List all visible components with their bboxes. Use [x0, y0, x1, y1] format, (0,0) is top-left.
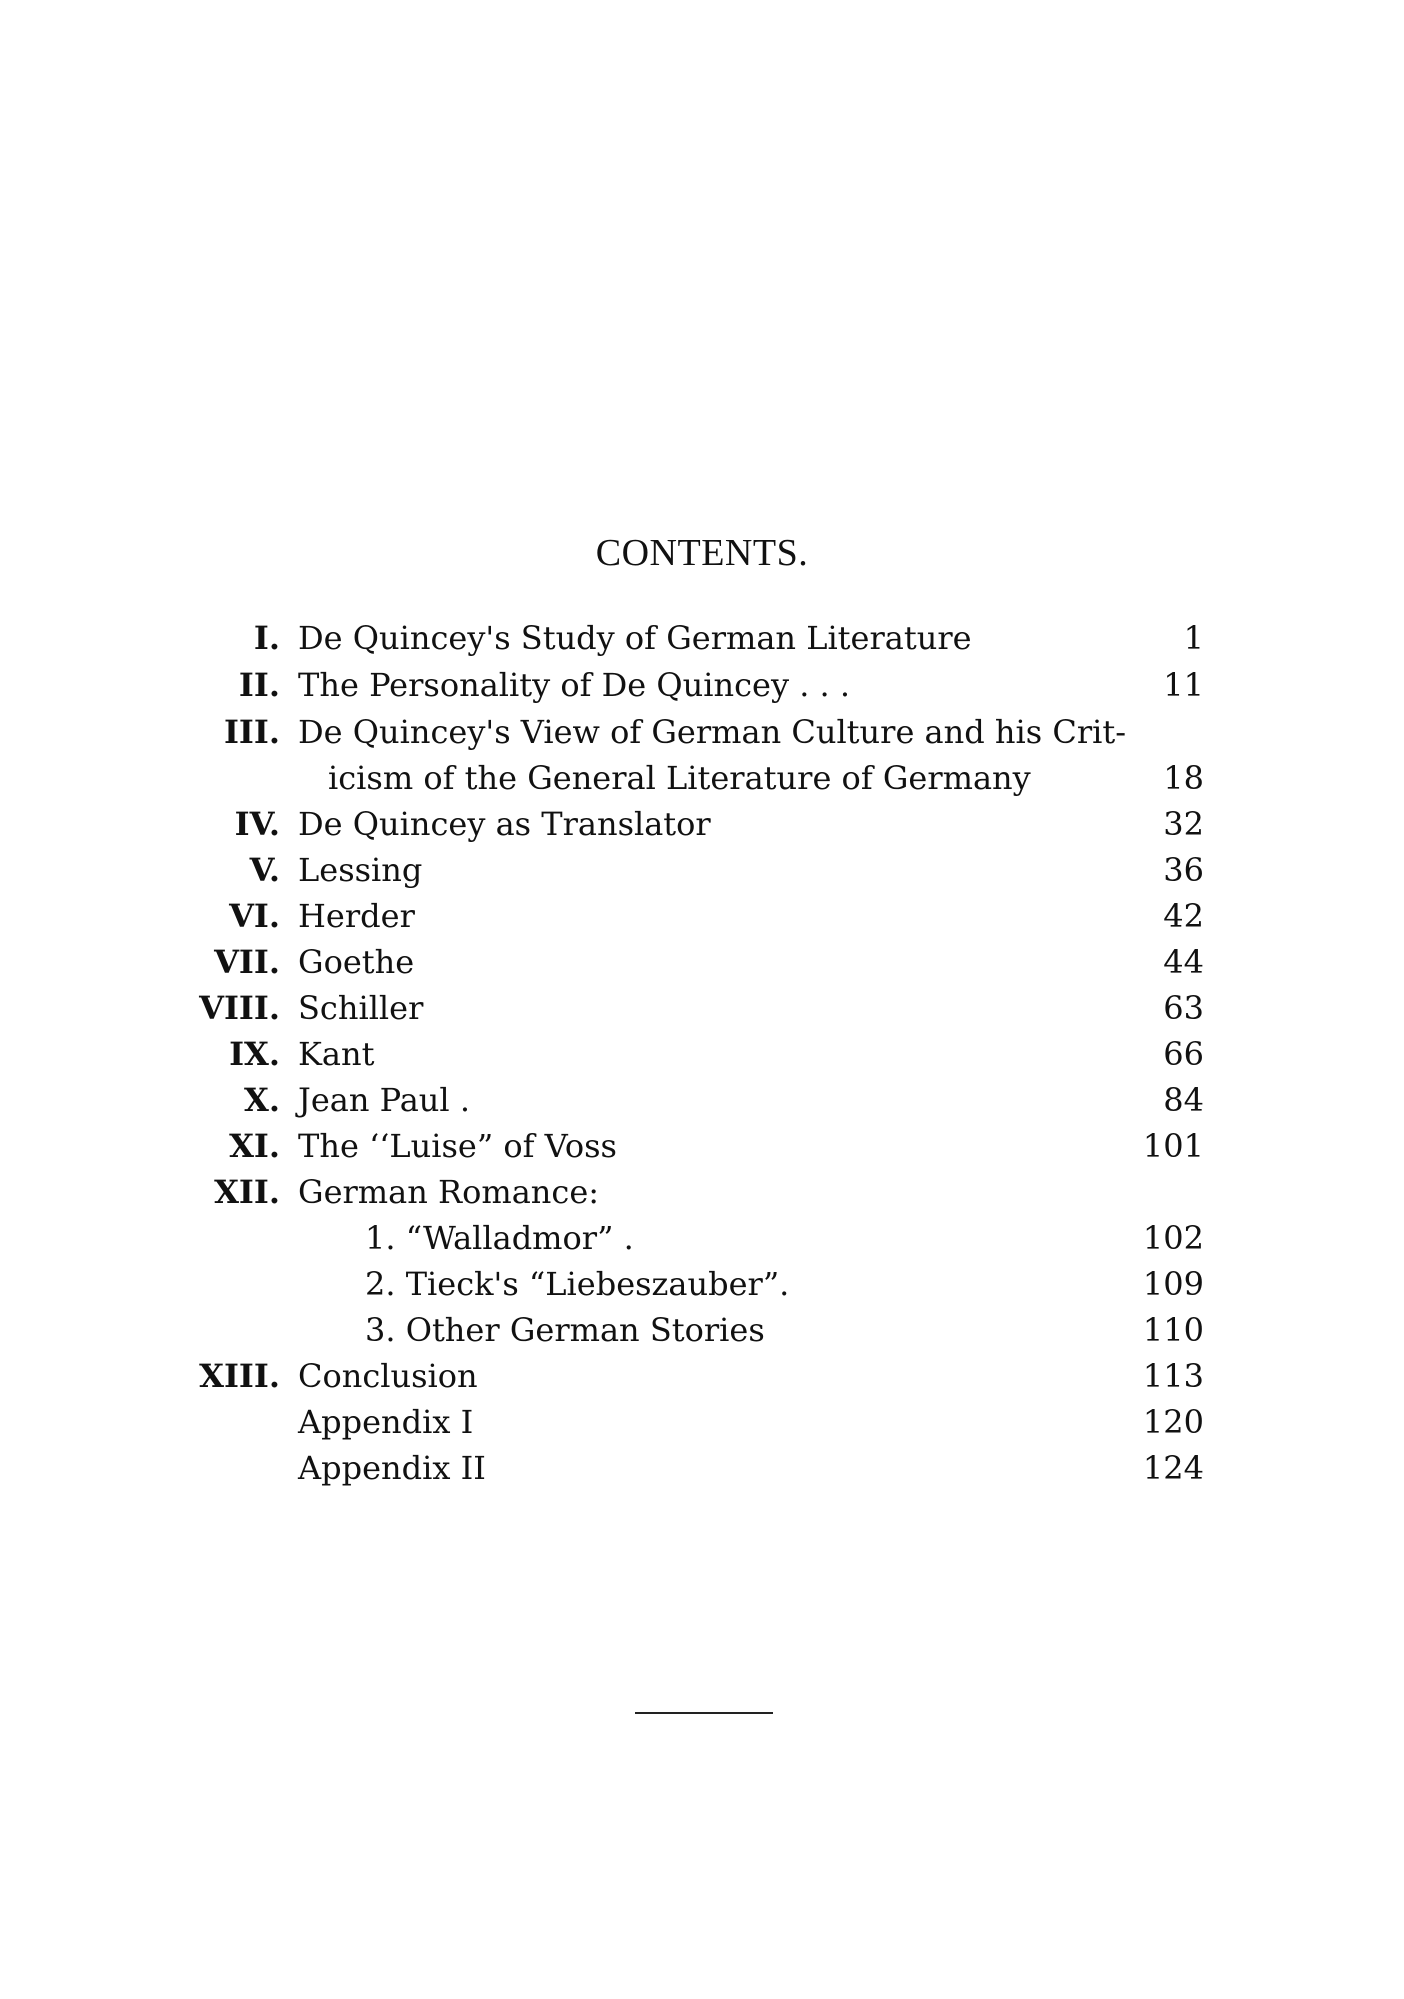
section-title: 1. “Walladmor” . — [365, 1219, 634, 1257]
chapter-number: X. — [244, 1081, 280, 1119]
chapter-title: Goethe — [298, 943, 415, 981]
chapter-number: VIII. — [199, 989, 280, 1027]
chapter-number: XII. — [214, 1173, 280, 1211]
chapter-number: I. — [253, 619, 280, 657]
chapter-title: Herder — [298, 897, 415, 935]
page-number: 36 — [1163, 851, 1204, 889]
toc-subentry-1 — [0, 1215, 1404, 1261]
toc-appendix-2 — [0, 1445, 1404, 1491]
page-number: 11 — [1163, 666, 1204, 704]
chapter-number: V. — [249, 851, 280, 889]
toc-entry-13 — [0, 1353, 1404, 1399]
page-number: 66 — [1163, 1035, 1204, 1073]
toc-subentry-2 — [0, 1261, 1404, 1307]
page-number: 124 — [1142, 1449, 1204, 1487]
chapter-number: VII. — [214, 943, 280, 981]
chapter-number: III. — [223, 713, 280, 751]
chapter-number: XI. — [229, 1127, 280, 1165]
page-number: 102 — [1142, 1219, 1204, 1257]
toc-entry-10 — [0, 1077, 1404, 1123]
toc-entry-6 — [0, 893, 1404, 939]
page-number: 84 — [1163, 1081, 1204, 1119]
chapter-title: German Romance: — [298, 1173, 600, 1211]
toc-entry-11 — [0, 1123, 1404, 1169]
toc-entry-7 — [0, 939, 1404, 985]
chapter-title: The Personality of De Quincey . . . — [298, 666, 851, 704]
chapter-number: IV. — [234, 805, 280, 843]
page-number: 1 — [1183, 619, 1204, 657]
toc-entry-8 — [0, 985, 1404, 1031]
chapter-title-continued: icism of the General Literature of Germany — [328, 759, 1031, 797]
page-number: 120 — [1142, 1403, 1204, 1441]
page-number: 18 — [1163, 759, 1204, 797]
toc-entry-4 — [0, 801, 1404, 847]
toc-entry-3-continued — [0, 755, 1404, 801]
chapter-title: Conclusion — [298, 1357, 478, 1395]
page-number: 32 — [1163, 805, 1204, 843]
page-number: 110 — [1142, 1311, 1204, 1349]
chapter-number: II. — [238, 666, 280, 704]
page-number: 109 — [1142, 1265, 1204, 1303]
chapter-title: De Quincey as Translator — [298, 805, 711, 843]
toc-subentry-3 — [0, 1307, 1404, 1353]
toc-entry-12 — [0, 1169, 1404, 1215]
chapter-number: XIII. — [199, 1357, 280, 1395]
appendix-title: Appendix II — [298, 1449, 486, 1487]
appendix-title: Appendix I — [298, 1403, 474, 1441]
chapter-number: IX. — [229, 1035, 280, 1073]
toc-entry-1 — [0, 615, 1404, 661]
section-title: 3. Other German Stories — [365, 1311, 765, 1349]
chapter-title: The ‘‘Luise” of Voss — [298, 1127, 617, 1165]
chapter-title: Kant — [298, 1035, 375, 1073]
chapter-title: De Quincey's Study of German Literature — [298, 619, 972, 657]
chapter-number: VI. — [229, 897, 280, 935]
toc-entry-2 — [0, 662, 1404, 708]
section-title: 2. Tieck's “Liebeszauber”. — [365, 1265, 790, 1303]
page-number: 101 — [1142, 1127, 1204, 1165]
closing-rule — [635, 1712, 773, 1714]
chapter-title: Schiller — [298, 989, 424, 1027]
page-number: 63 — [1163, 989, 1204, 1027]
page-number: 44 — [1163, 943, 1204, 981]
toc-entry-5 — [0, 847, 1404, 893]
page-number: 113 — [1142, 1357, 1204, 1395]
page-number: 42 — [1163, 897, 1204, 935]
toc-entry-3 — [0, 709, 1404, 755]
toc-entry-9 — [0, 1031, 1404, 1077]
chapter-title: De Quincey's View of German Culture and his Crit- — [298, 713, 1127, 751]
page-title: CONTENTS. — [595, 532, 809, 574]
toc-appendix-1 — [0, 1399, 1404, 1445]
chapter-title: Jean Paul . — [298, 1081, 470, 1119]
chapter-title: Lessing — [298, 851, 423, 889]
